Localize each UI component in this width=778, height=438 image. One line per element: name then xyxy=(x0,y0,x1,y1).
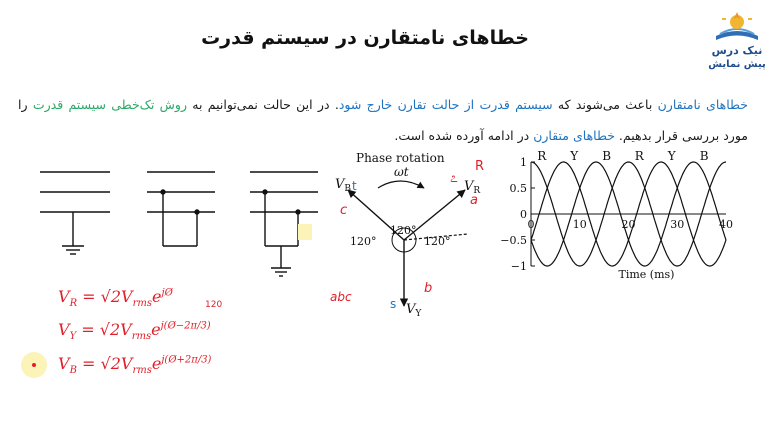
vr-label: $V_R$ xyxy=(464,179,481,196)
eq-e: e xyxy=(151,354,162,373)
phase-rotation-caption: Phase rotation xyxy=(356,151,445,165)
eq-rms: rms xyxy=(132,298,153,310)
phase-label: R xyxy=(537,149,547,163)
y-tick-label: −1 xyxy=(510,260,527,273)
x-tick-label: 10 xyxy=(572,218,587,231)
equation-vb xyxy=(58,354,211,376)
eq-sign: = xyxy=(76,354,101,373)
x-axis-label: Time (ms) xyxy=(618,268,675,281)
eq-lhs: V xyxy=(58,320,70,339)
angle-left-label: 120° xyxy=(350,235,377,248)
eq-v: V xyxy=(121,287,133,306)
link-single-line-method[interactable]: روش تک‌خطی سیستم قدرت xyxy=(32,97,187,112)
logo-tagline: پیش نمایش xyxy=(708,59,766,70)
x-tick-label: 20 xyxy=(621,218,636,231)
logo-name: نیک درس xyxy=(711,44,763,57)
hw-c-label: c xyxy=(340,203,348,218)
phase-label: Y xyxy=(667,149,676,163)
equation-vy xyxy=(58,320,211,342)
eq-exponent: j(Ø−2π/3) xyxy=(160,320,211,332)
paragraph-text: در ادامه آورده شده است. xyxy=(394,128,534,143)
phase-label: B xyxy=(602,149,612,163)
eq-lhs: V xyxy=(58,354,70,373)
brand-logo xyxy=(702,10,772,82)
rotation-arrow xyxy=(378,181,424,188)
intro-paragraph xyxy=(18,89,748,151)
eq-sign: = xyxy=(77,287,101,306)
eq-rms: rms xyxy=(131,331,152,343)
equation-vr xyxy=(58,287,173,309)
hw-y-label: s xyxy=(390,297,397,311)
hw-r-label: R xyxy=(475,159,485,174)
y-tick-label: −0.5 xyxy=(500,234,527,247)
chart-labels xyxy=(500,149,733,281)
paragraph-text: . در این حالت نمی‌توانیم به xyxy=(187,97,339,112)
waveform-chart xyxy=(496,148,746,282)
link-balanced-faults[interactable]: خطاهای متقارن xyxy=(533,128,615,143)
y-tick-label: 0 xyxy=(520,208,527,221)
x-tick-label: 30 xyxy=(670,218,685,231)
eq-e: e xyxy=(152,287,162,306)
eq-v: V xyxy=(120,320,132,339)
phase-label: R xyxy=(634,149,644,163)
x-tick-label: 40 xyxy=(719,218,733,231)
omega-label: ωt xyxy=(394,165,409,179)
y-tick-label: 1 xyxy=(520,156,527,169)
hw-120-note: 120 xyxy=(205,300,223,310)
phase-label: B xyxy=(699,149,709,163)
eq-lhs-sub: Y xyxy=(69,331,77,343)
link-power-system[interactable]: سیستم قدرت از حالت تقارن خارج شود xyxy=(338,97,553,112)
paragraph-text: باعث می‌شوند که xyxy=(552,97,658,112)
vb-label: $V_B$ xyxy=(335,177,352,194)
red-dot xyxy=(32,363,36,367)
hw-abc-note: abc xyxy=(330,290,352,304)
y-tick-label: 0.5 xyxy=(509,182,527,195)
fault-diagram-line-to-line xyxy=(147,172,215,246)
eq-exponent: jØ xyxy=(161,287,173,299)
eq-root: √2 xyxy=(100,287,122,306)
angle-right-label: 120° xyxy=(424,235,451,248)
hw-b-top-label: t xyxy=(352,179,357,193)
highlight-mark xyxy=(298,224,312,240)
eq-lhs-sub: R xyxy=(69,298,78,310)
eq-e: e xyxy=(151,320,161,339)
fault-diagram-line-to-ground xyxy=(40,172,110,254)
vy-label: $V_Y$ xyxy=(406,302,422,318)
book-lamp-icon xyxy=(702,10,772,46)
link-unbalanced-faults[interactable]: خطاهای نامتقارن xyxy=(657,97,749,112)
hw-b-label: b xyxy=(424,281,433,296)
eq-root: √2 xyxy=(99,320,121,339)
paragraph-text: را مورد بررسی قرار بدهیم. xyxy=(18,97,748,143)
phase-label: Y xyxy=(570,149,579,163)
eq-root: √2 xyxy=(100,354,121,373)
eq-sign: = xyxy=(76,320,100,339)
page-title: خطاهای نامتقارن در سیستم قدرت xyxy=(201,27,529,49)
eq-lhs-sub: B xyxy=(69,365,77,377)
hw-a-label: a xyxy=(470,193,478,208)
eq-v: V xyxy=(120,354,133,373)
eq-lhs: V xyxy=(58,287,70,306)
eq-exponent: j(Ø+2π/3) xyxy=(161,354,212,366)
x-tick-label: 0 xyxy=(527,218,535,231)
eq-rms: rms xyxy=(132,365,152,377)
angle-top-label: 120° xyxy=(390,224,417,237)
fault-diagrams xyxy=(0,150,330,285)
hw-r-mark: ೭ xyxy=(450,170,458,186)
